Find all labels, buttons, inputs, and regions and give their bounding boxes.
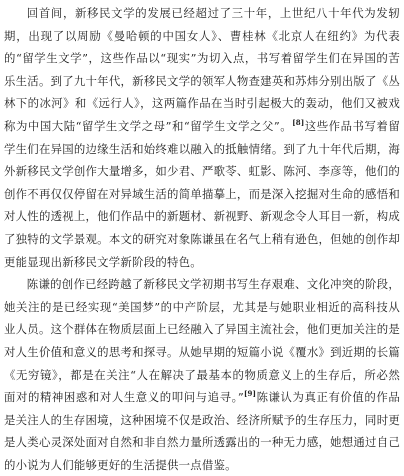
footnote-ref-8[interactable]: [8] [292, 118, 305, 128]
paragraph-1-text-b: 这些作品书写着留学生们在异国的边缘生活和始终难以融入的抵触情绪。到了九十年代后期，海外新移民文学创作大量增多，如少君、严歌苓、虹影、陈河、李彦等，他们的创作不再仅仅停留在对异域生活的简单描摹上，而是深入挖掘对生命的感悟和对人性的透视上，他们作品中的新题材、新视野、新观念令人耳目一新，构成了独特的文学景观。本文的研究对象陈谦虽在名气上稍有逊色，但她的创作却更能显现出新移民文学新阶段的特色。 [4, 118, 400, 269]
paragraph-1-text-a: 回首间，新移民文学的发展已经超过了三十年，上世纪八十年代为发轫期，出现了以周励《曼哈顿的中国女人》、曹桂林《北京人在纽约》为代表的“留学生文学”，这些作品以“现实”为切入点，书写着留学生们在异国的苦乐生活。到了九十年代，新移民文学的领军人物查建英和苏炜分别出版了《丛林下的冰河》和《远行人》，这两篇作品在当时引起极大的轰动，他们又被戏称为中国大陆“留学生文学之母”和“留学生文学之父”。 [4, 6, 400, 133]
paragraph-2 [4, 273, 400, 476]
paragraph-2-text-a: 陈谦的创作已经跨越了新移民文学初期书写生存艰难、文化冲突的阶段，她关注的是已经实现“美国梦”的中产阶层，尤其是与她职业相近的高科技从业人员。这个群体在物质层面上已经融入了异国主流社会，他们更加关注的是对人生价值和意义的思考和探寻。从她早期的短篇小说《覆水》到近期的长篇《无穷镜》，都是在关注“人在解决了最基本的物质意义上的生存后，所必然面对的精神困惑和对人生意义的叩问与追寻。” [4, 277, 400, 405]
paragraph-2-text-b: 陈谦认为真正有价值的作品是关注人的生存困境，这种困境不仅是政治、经济所赋予的生存压力，同时更是人类心灵深处面对自然和非自然力量所透露出的一种无力感，她想通过自己的小说为人们能够更好的生活提供一点借鉴。 [4, 390, 400, 472]
footnote-ref-9[interactable]: [9] [243, 389, 257, 399]
paragraph-1 [4, 2, 400, 273]
